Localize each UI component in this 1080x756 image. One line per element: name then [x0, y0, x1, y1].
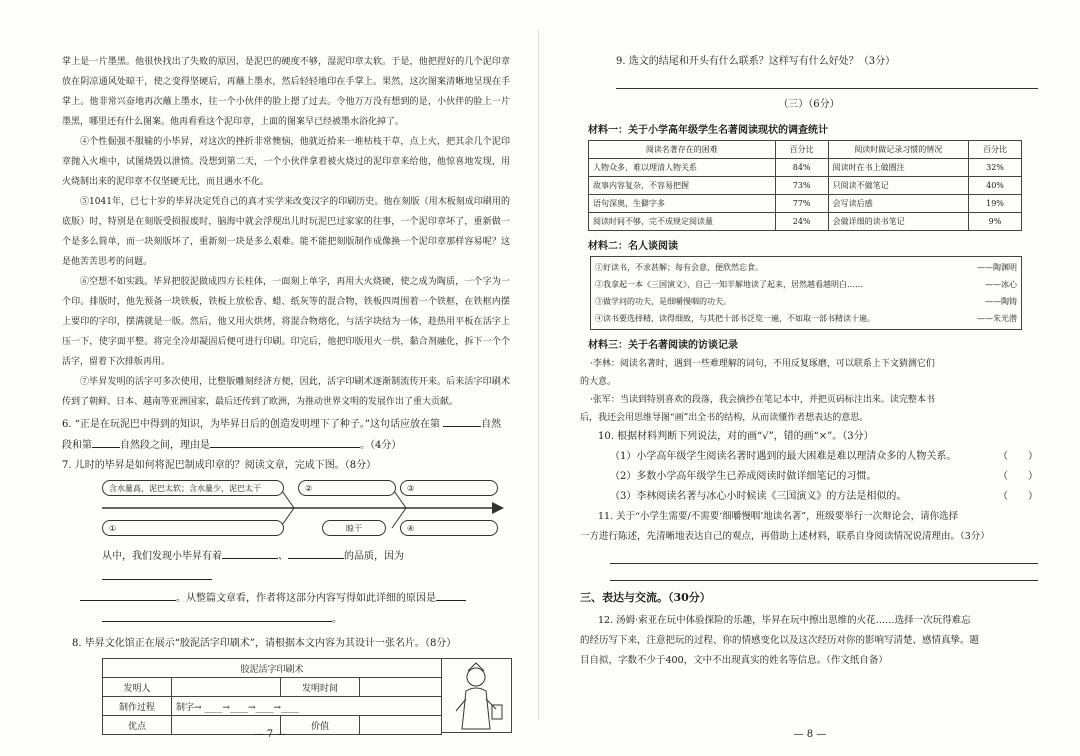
q7-text: 。	[332, 614, 342, 625]
answer-blank[interactable]	[80, 588, 176, 601]
answer-line[interactable]	[616, 72, 1038, 89]
q7-text: 的品质，因为	[344, 551, 404, 562]
section-heading: （三）（6分）	[778, 99, 840, 110]
q10-item-text: （1）小学高年级学生阅读名著时遇到的最大困难是难以理清众多的人物关系。	[610, 451, 957, 462]
answer-blank[interactable]	[210, 435, 360, 448]
table-cell: 77%	[775, 195, 828, 213]
table-cell: 故事内容复杂，不容易把握	[589, 177, 776, 195]
q6-text: 自然段和第	[62, 419, 502, 451]
answer-line[interactable]	[610, 547, 1038, 564]
table-row	[589, 195, 1022, 213]
card-cell[interactable]	[360, 678, 442, 697]
survey-table	[588, 140, 1022, 231]
section-heading: 三、表达与交流。（30分）	[580, 591, 711, 604]
material-1-title: 材料一：关于小学高年级学生名著阅读现状的调查统计	[588, 125, 828, 136]
card-label: 制作过程	[103, 697, 172, 716]
card-label: 发明人	[103, 678, 172, 697]
q6-text: 自然段之间，理由是	[120, 440, 210, 451]
table-cell: 84%	[775, 159, 828, 177]
table-cell: 只阅读不做笔记	[828, 177, 968, 195]
bi-sheng-portrait-icon	[442, 659, 510, 732]
quote-item	[595, 310, 1017, 327]
fishbone-diagram	[102, 480, 510, 540]
question-9: 9. 选文的结尾和开头有什么联系？这样写有什么好处？（3分）	[616, 56, 896, 67]
name-card	[102, 658, 510, 735]
paragraph: ⑦毕昇发明的活字可多次使用，比整版雕刻经济方便，因此，活字印刷术逐渐制流传开来。后来活字印刷术传到了朝鲜、日本、越南等亚洲国家，最后还传到了欧洲，为推动世界文明的发展作出了重大贡献。	[62, 377, 510, 407]
q10-item-text: （3）李林阅读名著与冰心小时候读《三国演义》的方法是相似的。	[610, 491, 907, 502]
answer-blank[interactable]	[92, 435, 120, 448]
answer-blank[interactable]	[102, 567, 212, 580]
interview-line: ·张军：当读到特别喜欢的段落，我会摘抄在笔记本中，并把页码标注出来。读完整本书	[590, 395, 935, 405]
q7-text: 从中，我们发现小毕昇有着	[102, 551, 222, 562]
table-cell: 会写读后感	[828, 195, 968, 213]
table-cell: 9%	[969, 213, 1022, 231]
diagram-box-dry: 晾干	[322, 520, 386, 536]
process-start: 制字→	[176, 702, 202, 713]
quotes-box	[590, 256, 1022, 330]
answer-blank[interactable]	[436, 588, 466, 601]
table-cell: 40%	[969, 177, 1022, 195]
question-6	[62, 414, 510, 456]
q10-item	[610, 447, 1038, 467]
quote-author: ——陶渊明	[977, 263, 1017, 272]
table-row	[589, 177, 1022, 195]
q7-answer-line	[62, 588, 510, 609]
quote-author: ——冰心	[985, 280, 1017, 289]
q7-text: 。从整篇文章看，作者将这部分内容写得如此详细的原因是	[176, 593, 436, 604]
interview-line: ·李林：阅读名著时，遇到一些难理解的词句，不用反复琢磨，可以联系上下文猜测它们	[590, 359, 935, 369]
q10-item	[610, 487, 1038, 507]
card-title: 胶泥活字印刷术	[103, 659, 442, 678]
material-2-title: 材料二：名人谈阅读	[588, 241, 678, 252]
table-cell: 24%	[775, 213, 828, 231]
question-12: 目自拟，字数不少于400，文中不出现真实的姓名等信息。（作文纸自备）	[580, 655, 888, 666]
table-header: 阅读名著存在的困难	[589, 141, 776, 159]
portrait-frame	[442, 658, 512, 733]
table-cell: 19%	[969, 195, 1022, 213]
table-cell: 语句深奥，生僻字多	[589, 195, 776, 213]
q10-item-text: （2）多数小学高年级学生已养成阅读时做详细笔记的习惯。	[610, 471, 877, 482]
material-3-title: 材料三：关于名著阅读的访谈记录	[588, 340, 738, 351]
answer-blank[interactable]	[288, 546, 344, 559]
page-number: — 7 —	[253, 729, 287, 740]
interview-line: 后，我还会用思维导图“画”出全书的结构，从而读懂作者想表达的意思。	[580, 413, 869, 423]
question-6-label: 6. “正是在玩泥巴中得到的知识，为毕昇日后的创造发明埋下了种子。”这句话应放在第	[62, 419, 440, 430]
paragraph: ⑤1041年，已七十岁的毕昇决定凭自己的真才实学来改变汉字的印刷历史。他在刻版（用木板刻成印刷用的底版）时，特别是在刻版受损报废时，脑海中就会浮现出儿时玩泥巴过家家的往事，一个泥印章坏了，重新做一个是多么简单，而一块刻版坏了，重新刻一块是多么艰难。能不能把刻版制作成像换一个泥印章那样容易呢？这是他苦苦思考的问题。	[62, 197, 510, 267]
quote-text: ①好读书，不求甚解；每有会意，便欣然忘食。	[595, 263, 763, 272]
card-process[interactable]: 制字→ ____→____→____→____	[172, 697, 442, 716]
interview-line: 的大意。	[580, 377, 617, 387]
quote-text: ③做学问的功夫，是细嚼慢咽的功夫。	[595, 297, 731, 306]
table-cell: 会做详细的读书笔记	[828, 213, 968, 231]
table-header: 百分比	[969, 141, 1022, 159]
quote-author: ——朱光潜	[977, 314, 1017, 323]
diagram-box-4[interactable]: ④	[400, 520, 498, 536]
quote-item	[595, 259, 1017, 276]
q7-answer-line	[62, 546, 510, 588]
question-12: 12. 汤姆·索亚在玩中体验探险的乐趣，毕昇在玩中擦出思维的火花……选择一次玩得难忘	[598, 615, 971, 626]
question-7-label: 7. 儿时的毕昇是如何将泥巴制成印章的？阅读文章，完成下图。（8分）	[62, 460, 377, 471]
quote-item	[595, 293, 1017, 310]
table-header: 百分比	[775, 141, 828, 159]
table-cell: 32%	[969, 159, 1022, 177]
question-11: 11. 关于“小学生需要/不需要‘细嚼慢咽’地读名著”，班级要举行一次辩论会，请你选择	[598, 511, 959, 522]
card-label: 价值	[281, 716, 360, 735]
name-card-table	[102, 658, 442, 735]
quote-author: ——陶铸	[985, 297, 1017, 306]
quote-text: ②我拿起一本《三国演义》，自己一知半解地读了起来，居然越看越明白……	[595, 280, 863, 289]
quote-text: ④读书要选择精，读得细致，与其把十部书泛览一遍，不如取一部书精读十遍。	[595, 314, 875, 323]
table-cell: 阅读时间不够，完不成规定阅读量	[589, 213, 776, 231]
card-cell[interactable]	[360, 716, 442, 735]
quote-item	[595, 276, 1017, 293]
card-label: 发明时间	[281, 678, 360, 697]
answer-blank[interactable]	[102, 609, 332, 622]
table-cell: 阅读时在书上做圈注	[828, 159, 968, 177]
page-8	[540, 0, 1080, 756]
table-cell: 73%	[775, 177, 828, 195]
paragraph: ⑥空想不如实践。毕昇把胶泥做成四方长柱体，一面刻上单字，再用大火烧硬，使之成为陶质，一个字为一个印。排版时，他先预备一块铁板，铁板上放松香、蜡、纸灰等的混合物，铁板四周围着一个铁框，在铁框内摆上要印的字印，摆满就是一版。然后，他又用火烘烤，将混合物熔化，与活字块结为一体，趁热用平板在活字上压一下，使字面平整。将完全冷却凝固后便可进行印刷。印完后，他把印版用火一烘，黏合剂融化，拆下一个个活字，留着下次排版再用。	[62, 277, 510, 367]
answer-paren[interactable]: （ ）	[998, 491, 1038, 502]
diagram-box-given: 含水量高，泥巴太软；含水量少，泥巴太干	[102, 480, 284, 496]
answer-paren[interactable]: （ ）	[998, 471, 1038, 482]
q7-text: 、	[278, 551, 288, 562]
question-12: 的经历写下来，注意把玩的过程、你的情感变化以及这次经历对你的影响写清楚、感情真挚。题	[580, 635, 980, 646]
card-label: 优点	[103, 716, 172, 735]
diagram-box-2[interactable]: ②	[298, 480, 396, 496]
q6-score: 。（4分）	[360, 440, 402, 451]
table-cell: 人物众多，难以理清人物关系	[589, 159, 776, 177]
diagram-box-1[interactable]: ①	[102, 520, 284, 536]
table-row	[589, 213, 1022, 231]
card-cell[interactable]	[172, 678, 281, 697]
answer-paren[interactable]: （ ）	[998, 451, 1038, 462]
question-11: 一方进行陈述，先清晰地表达自己的观点，再借助上述材料，联系自身阅读情况说清理由。（3分）	[580, 531, 990, 542]
question-8-label: 8. 毕昇文化馆正在展示“胶泥活字印刷术”，请根据本文内容为其设计一张名片。（8分）	[72, 638, 457, 649]
answer-blank[interactable]	[222, 546, 278, 559]
paragraph: 掌上是一片墨黑。他很快找出了失败的原因，是泥巴的硬度不够，湿泥印章太软。于是，他把捏好的几个泥印章放在阴凉通风处晾干，使之变得坚硬后，再蘸上墨水，然后轻轻地印在手掌上。果然，这次图案清晰地呈现在手掌上。他非常兴奋地再次蘸上墨水，往一个小伙伴的脸上摁了过去。令他万万没有想到的是，小伙伴的脸上一片墨黑，哪里还有什么图案。他再看看这个泥印章，上面的图案早已经被墨水浴化掉了。	[62, 57, 510, 127]
paragraph: ④个性倔强不服输的小毕昇，对这次的挫折非常懊恼，他就近拾来一堆枯枝干草，点上火，把其余几个泥印章抛入火堆中，试图烧毁以泄愤。没想到第二天，一个小伙伴拿着被火烧过的泥印章来给他，他惊喜地发现，用火烧制出来的泥印章不仅坚硬无比，而且遇水不化。	[62, 137, 510, 187]
answer-line[interactable]	[610, 564, 1038, 581]
q10-items	[580, 447, 1038, 507]
table-header: 阅读时做记录习惯的情况	[828, 141, 968, 159]
table-row	[589, 159, 1022, 177]
q10-item	[610, 467, 1038, 487]
diagram-box-3[interactable]: ③	[400, 480, 498, 496]
page-number: — 8 —	[793, 729, 827, 740]
question-10: 10. 根据材料判断下列说法，对的画“√”，错的画“×”。（3分）	[598, 431, 874, 442]
q7-answer-line	[62, 609, 510, 630]
answer-blank[interactable]	[443, 414, 481, 427]
